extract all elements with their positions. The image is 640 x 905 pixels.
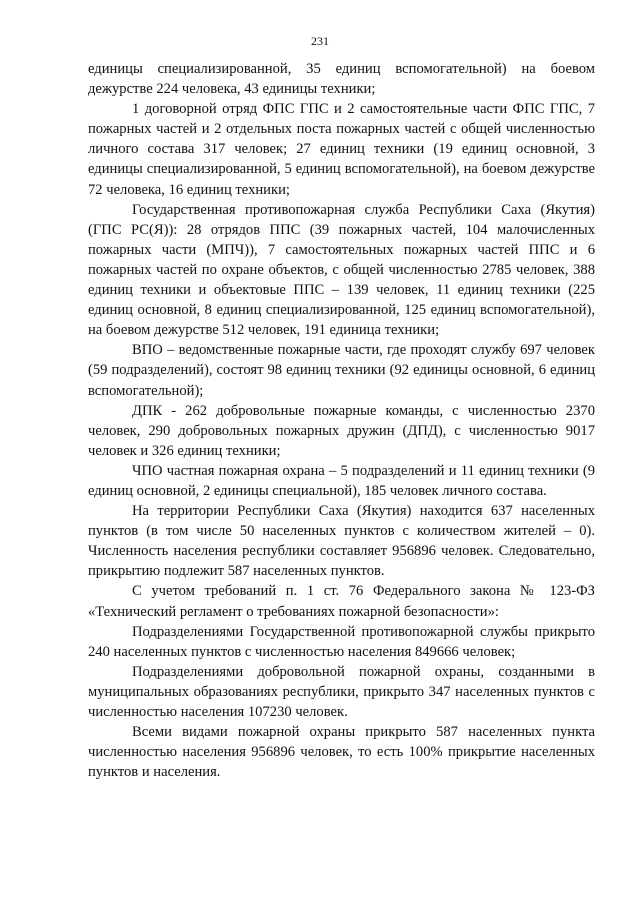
paragraph-total-coverage: Всеми видами пожарной охраны прикрыто 587 населенных пункта численностью населения 956896 человек, то есть 100% прикрытие населенных пунктов и населения. <box>88 724 595 781</box>
document-body <box>88 59 595 782</box>
paragraph-continuation: единицы специализированной, 35 единиц вспомогательной) на боевом дежурстве 224 человека, 43 единицы техники; <box>88 61 595 98</box>
page-number: 231 <box>311 34 329 48</box>
paragraph-gps-coverage: Подразделениями Государственной противопожарной службы прикрыто 240 населенных пунктов с численностью населения 849666 человек; <box>88 623 595 660</box>
paragraph-chpo: ЧПО частная пожарная охрана – 5 подразделений и 11 единиц техники (9 единиц основной, 2 единицы специальной), 185 человек личного состава. <box>88 462 595 499</box>
paragraph-fps-units: 1 договорной отряд ФПС ГПС и 2 самостоятельные части ФПС ГПС, 7 пожарных частей и 2 отдельных поста пожарных частей с общей численностью личного состава 317 человек; 27 единиц техники (19 единиц основной, 3 единицы специализированной, 5 единиц вспомогательной), на боевом дежурстве 72 человека, 16 единиц техники; <box>88 101 595 198</box>
paragraph-gps-rs: Государственная противопожарная служба Республики Саха (Якутия) (ГПС РС(Я)): 28 отрядов ППС (39 пожарных частей, 104 малочисленных пожарных части (МПЧ)), 7 самостоятельных пожарных частей ППС и 6 пожарных частей по охране объектов, с общей численностью 2785 человек, 388 единиц техники и объектовые ППС – 139 человек, 11 единиц техники (225 единиц основной, 8 единиц специализированной, 125 единиц вспомогательной), на боевом дежурстве 512 человек, 191 единица техники; <box>88 201 595 339</box>
paragraph-law-requirements: С учетом требований п. 1 ст. 76 Федерального закона № 123-ФЗ «Технический регламент о требованиях пожарной безопасности»: <box>88 583 595 620</box>
paragraph-volunteer-coverage: Подразделениями добровольной пожарной охраны, созданными в муниципальных образованиях республики, прикрыто 347 населенных пунктов с численностью населения 107230 человек. <box>88 663 595 720</box>
paragraph-dpk: ДПК - 262 добровольные пожарные команды, с численностью 2370 человек, 290 добровольных пожарных дружин (ДПД), с численностью 9017 человек и 326 единиц техники; <box>88 402 595 459</box>
paragraph-settlements: На территории Республики Саха (Якутия) находится 637 населенных пунктов (в том числе 50 населенных пунктов с количеством жителей – 0). Численность населения республики составляет 956896 человек. Следовательно, прикрытию подлежит 587 населенных пунктов. <box>88 503 595 580</box>
paragraph-vpo: ВПО – ведомственные пожарные части, где проходят службу 697 человек (59 подразделений), состоят 98 единиц техники (92 единицы основной, 6 единиц вспомогательной); <box>88 342 595 399</box>
